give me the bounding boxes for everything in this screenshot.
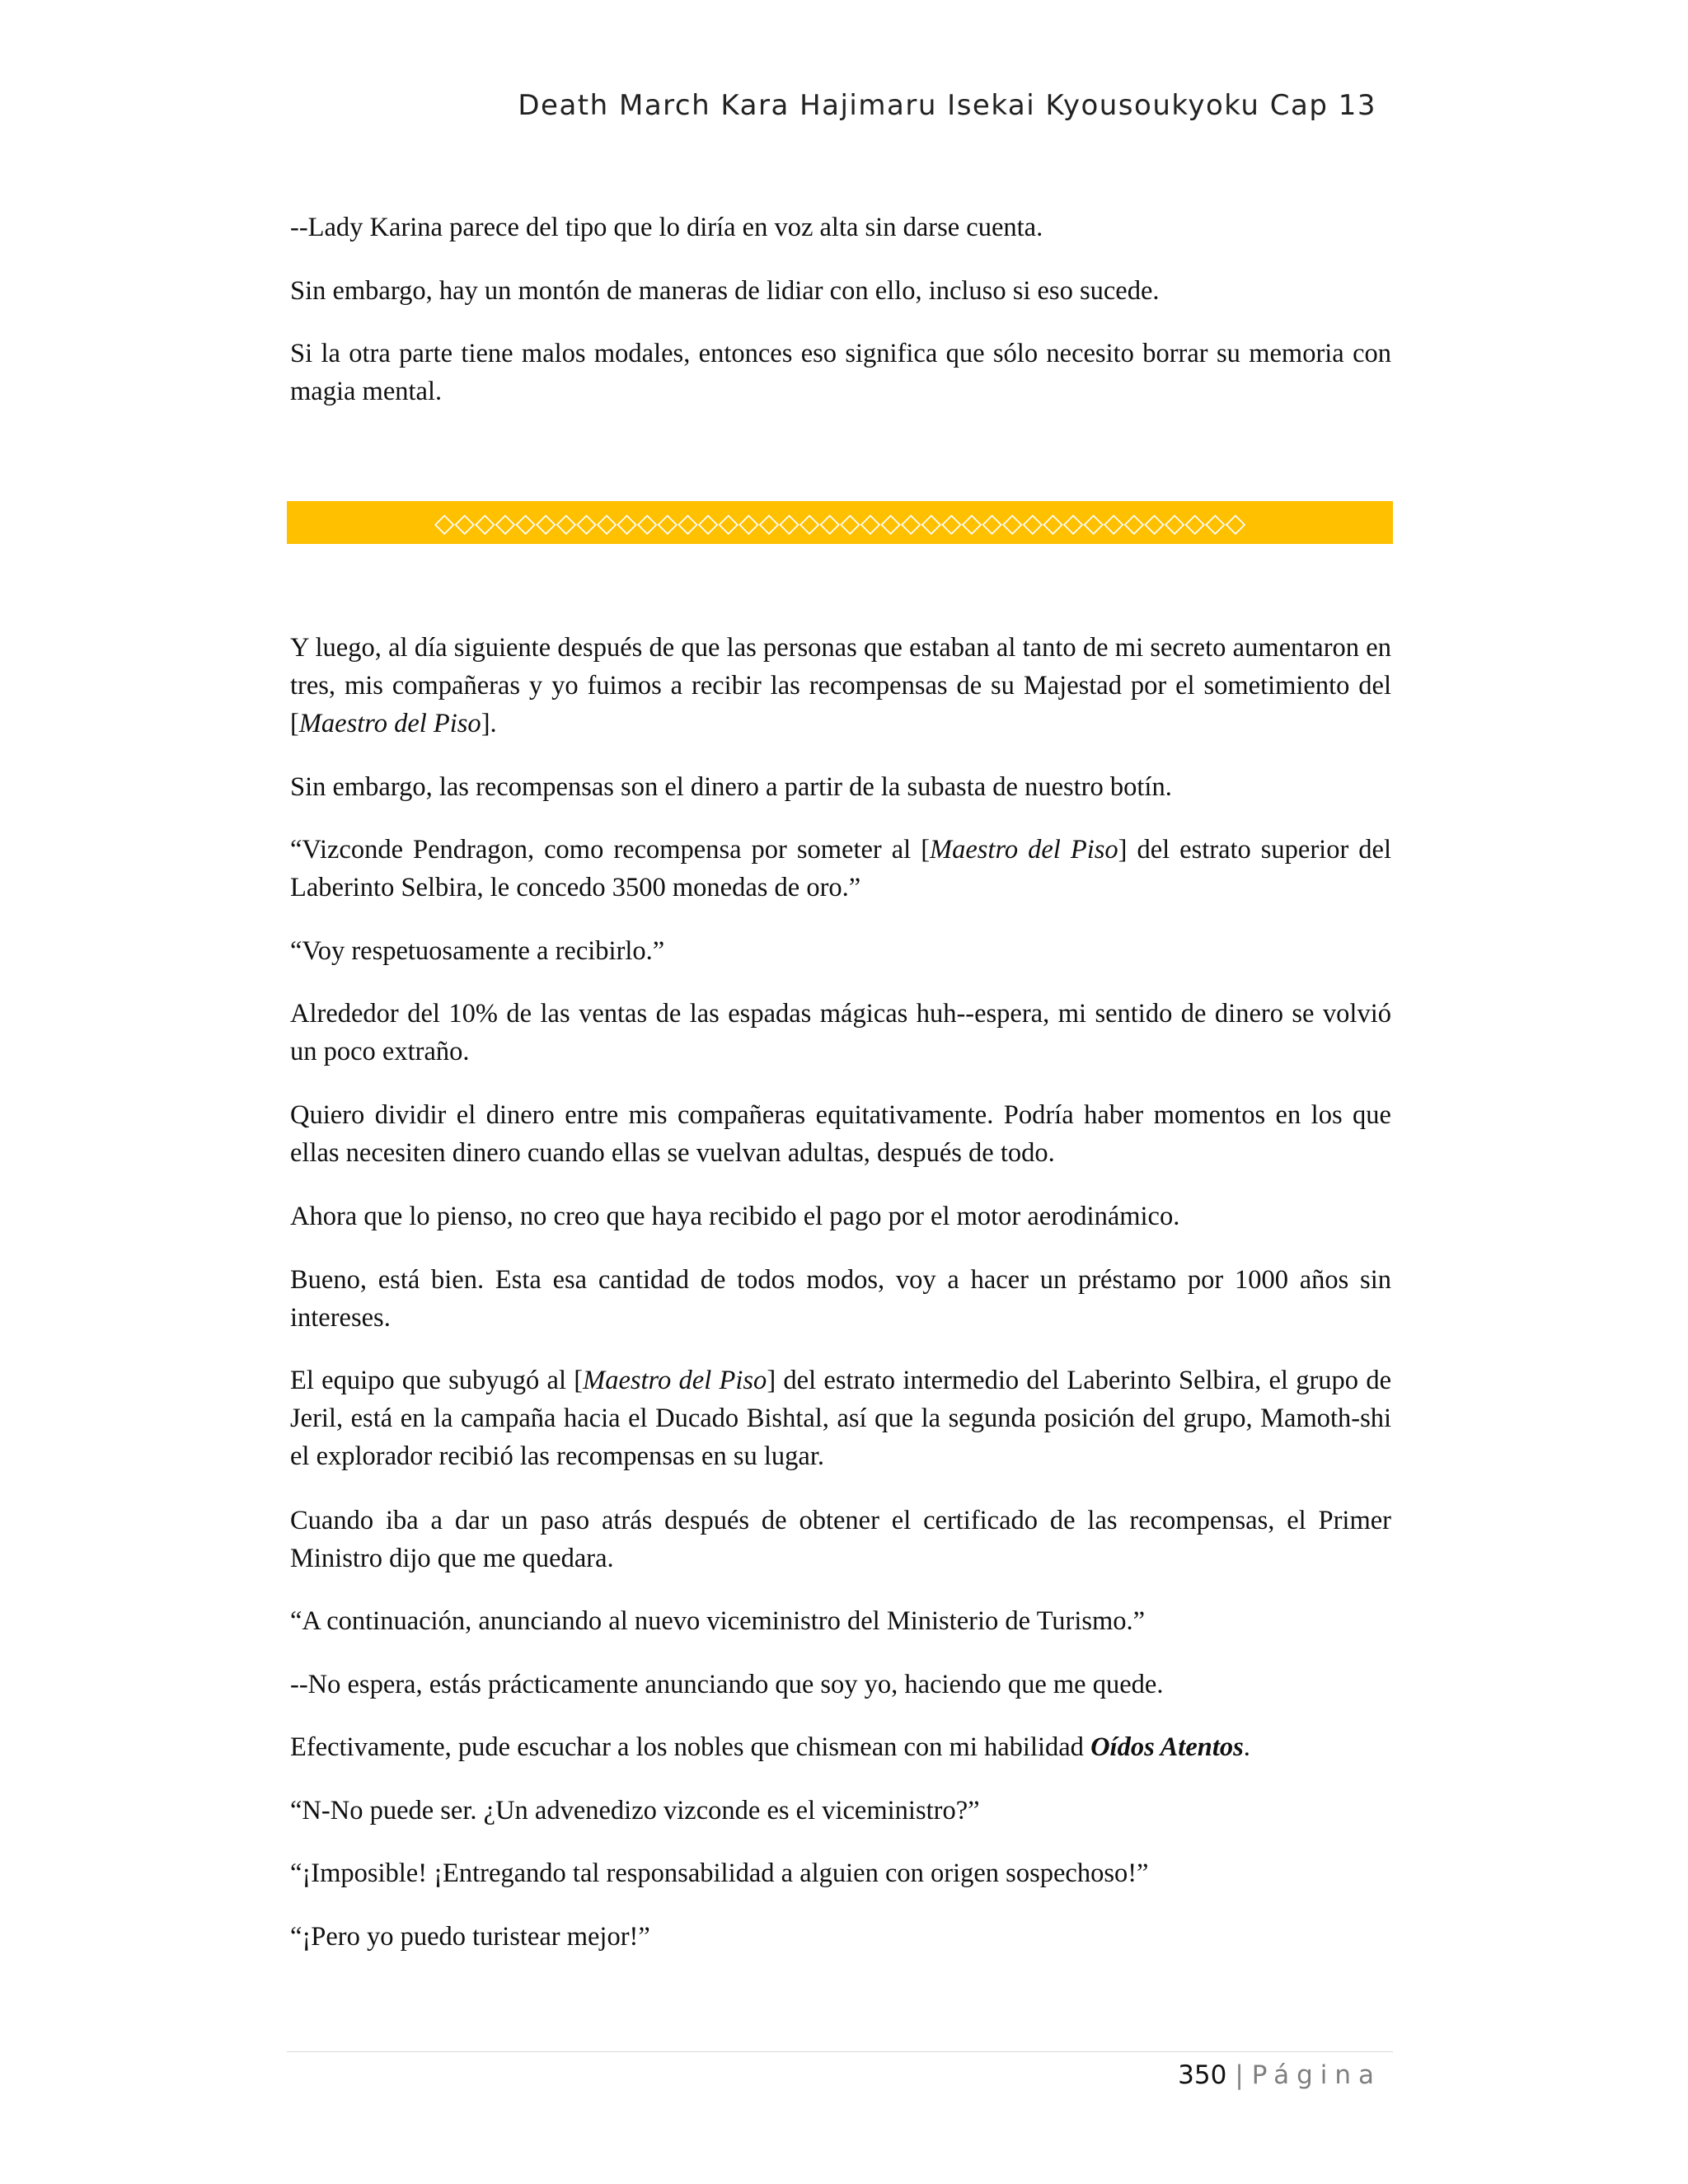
footer-separator: | bbox=[1235, 2060, 1244, 2090]
paragraph-top-3: Si la otra parte tiene malos modales, entonces eso significa que sólo necesito borrar su memoria con magia mental. bbox=[290, 339, 1391, 406]
skill-name-oidos-atentos: Oídos Atentos bbox=[1090, 1732, 1244, 1762]
paragraph-3: “Vizconde Pendragon, como recompensa por someter al [Maestro del Piso] del estrato superior del Laberinto Selbira, le concedo 3500 monedas de oro.” bbox=[290, 835, 1391, 902]
paragraph-1: Y luego, al día siguiente después de que las personas que estaban al tanto de mi secreto aumentaron en tres, mis compañeras y yo fuimos a recibir las recompensas de su Majestad por el sometimiento del [Maestro del Piso]. bbox=[290, 633, 1391, 738]
paragraph-7: Ahora que lo pienso, no creo que haya recibido el pago por el motor aerodinámico. bbox=[290, 1202, 1180, 1231]
paragraph-top-2: Sin embargo, hay un montón de maneras de lidiar con ello, incluso si eso sucede. bbox=[290, 276, 1160, 306]
page-footer bbox=[1178, 2060, 1381, 2090]
paragraph-5: Alrededor del 10% de las ventas de las espadas mágicas huh--espera, mi sentido de dinero se volvió un poco extraño. bbox=[290, 999, 1391, 1066]
section-divider bbox=[287, 501, 1393, 544]
page-label: Página bbox=[1251, 2060, 1381, 2090]
paragraph-2: Sin embargo, las recompensas son el dinero a partir de la subasta de nuestro botín. bbox=[290, 772, 1172, 802]
paragraph-15: “¡Imposible! ¡Entregando tal responsabilidad a alguien con origen sospechoso!” bbox=[290, 1858, 1149, 1888]
paragraph-9: El equipo que subyugó al [Maestro del Piso] del estrato intermedio del Laberinto Selbira, el grupo de Jeril, está en la campaña hacia el Ducado Bishtal, así que la segunda posición del grupo, Mamoth-shi el explorador recibió las recompensas en su lugar. bbox=[290, 1366, 1392, 1471]
paragraph-13: Efectivamente, pude escuchar a los nobles que chismean con mi habilidad Oídos Atentos. bbox=[290, 1732, 1250, 1762]
paragraph-4: “Voy respetuosamente a recibirlo.” bbox=[290, 936, 665, 966]
paragraph-12: --No espera, estás prácticamente anunciando que soy yo, haciendo que me quede. bbox=[290, 1670, 1164, 1699]
paragraph-11: “A continuación, anunciando al nuevo viceministro del Ministerio de Turismo.” bbox=[290, 1606, 1146, 1636]
diamond-ornament-icon: ◇◇◇◇◇◇◇◇◇◇◇◇◇◇◇◇◇◇◇◇◇◇◇◇◇◇◇◇◇◇◇◇◇◇◇◇◇◇◇◇ bbox=[434, 507, 1246, 538]
paragraph-10: Cuando iba a dar un paso atrás después de obtener el certificado de las recompensas, el Primer Ministro dijo que me quedara. bbox=[290, 1506, 1391, 1573]
paragraph-8: Bueno, está bien. Esta esa cantidad de todos modos, voy a hacer un préstamo por 1000 años sin intereses. bbox=[290, 1265, 1391, 1333]
paragraph-14: “N-No puede ser. ¿Un advenedizo vizconde es el viceministro?” bbox=[290, 1796, 980, 1825]
emphasis-maestro-del-piso: Maestro del Piso bbox=[930, 835, 1118, 865]
emphasis-maestro-del-piso: Maestro del Piso bbox=[583, 1366, 767, 1395]
page-header-title: Death March Kara Hajimaru Isekai Kyousoukyoku Cap 13 bbox=[518, 89, 1376, 122]
footer-divider bbox=[287, 2051, 1393, 2052]
paragraph-6: Quiero dividir el dinero entre mis compañeras equitativamente. Podría haber momentos en los que ellas necesiten dinero cuando ellas se vuelvan adultas, después de todo. bbox=[290, 1100, 1391, 1168]
page-number: 350 bbox=[1178, 2060, 1227, 2090]
emphasis-maestro-del-piso: Maestro del Piso bbox=[298, 709, 481, 738]
paragraph-top-1: --Lady Karina parece del tipo que lo diría en voz alta sin darse cuenta. bbox=[290, 213, 1043, 242]
paragraph-16: “¡Pero yo puedo turistear mejor!” bbox=[290, 1922, 650, 1952]
